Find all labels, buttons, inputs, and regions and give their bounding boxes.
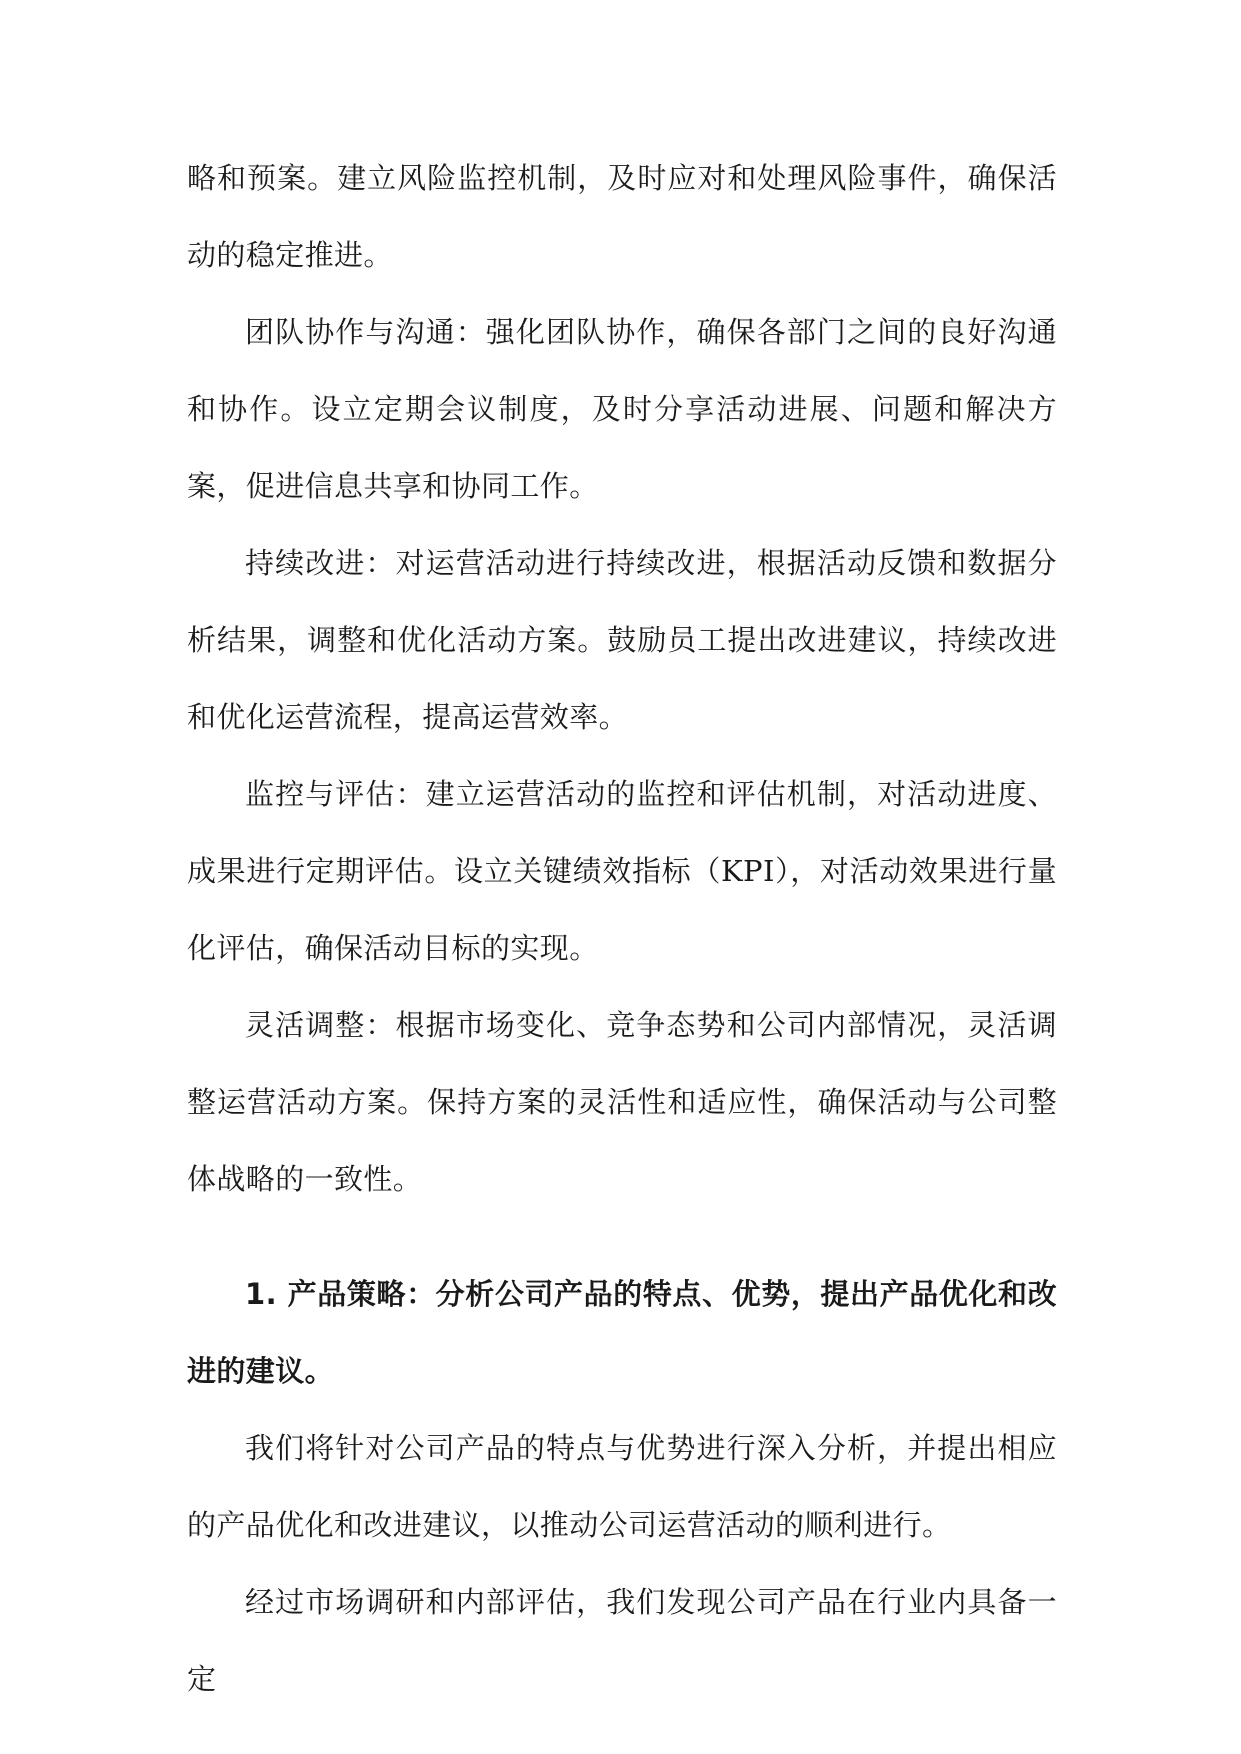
paragraph-flexible-adjustment: 灵活调整：根据市场变化、竞争态势和公司内部情况，灵活调整运营活动方案。保持方案的灵活性和适应性，确保活动与公司整体战略的一致性。 <box>187 1008 1057 1196</box>
document-body <box>187 140 1057 1718</box>
paragraph-monitoring-evaluation: 监控与评估：建立运营活动的监控和评估机制，对活动进度、成果进行定期评估。设立关键绩效指标（KPI），对活动效果进行量化评估，确保活动目标的实现。 <box>187 777 1057 965</box>
paragraph-continuation: 略和预案。建立风险监控机制，及时应对和处理风险事件，确保活动的稳定推进。 <box>187 161 1057 272</box>
section-heading-product-strategy: 1. 产品策略：分析公司产品的特点、优势，提出产品优化和改进的建议。 <box>187 1277 1057 1388</box>
paragraph-team-collaboration: 团队协作与沟通：强化团队协作，确保各部门之间的良好沟通和协作。设立定期会议制度，及时分享活动进展、问题和解决方案，促进信息共享和协同工作。 <box>187 315 1057 503</box>
paragraph-continuous-improvement: 持续改进：对运营活动进行持续改进，根据活动反馈和数据分析结果，调整和优化活动方案。鼓励员工提出改进建议，持续改进和优化运营流程，提高运营效率。 <box>187 546 1057 734</box>
paragraph-market-research: 经过市场调研和内部评估，我们发现公司产品在行业内具备一定 <box>187 1585 1057 1696</box>
paragraph-product-analysis: 我们将针对公司产品的特点与优势进行深入分析，并提出相应的产品优化和改进建议，以推动公司运营活动的顺利进行。 <box>187 1431 1057 1542</box>
